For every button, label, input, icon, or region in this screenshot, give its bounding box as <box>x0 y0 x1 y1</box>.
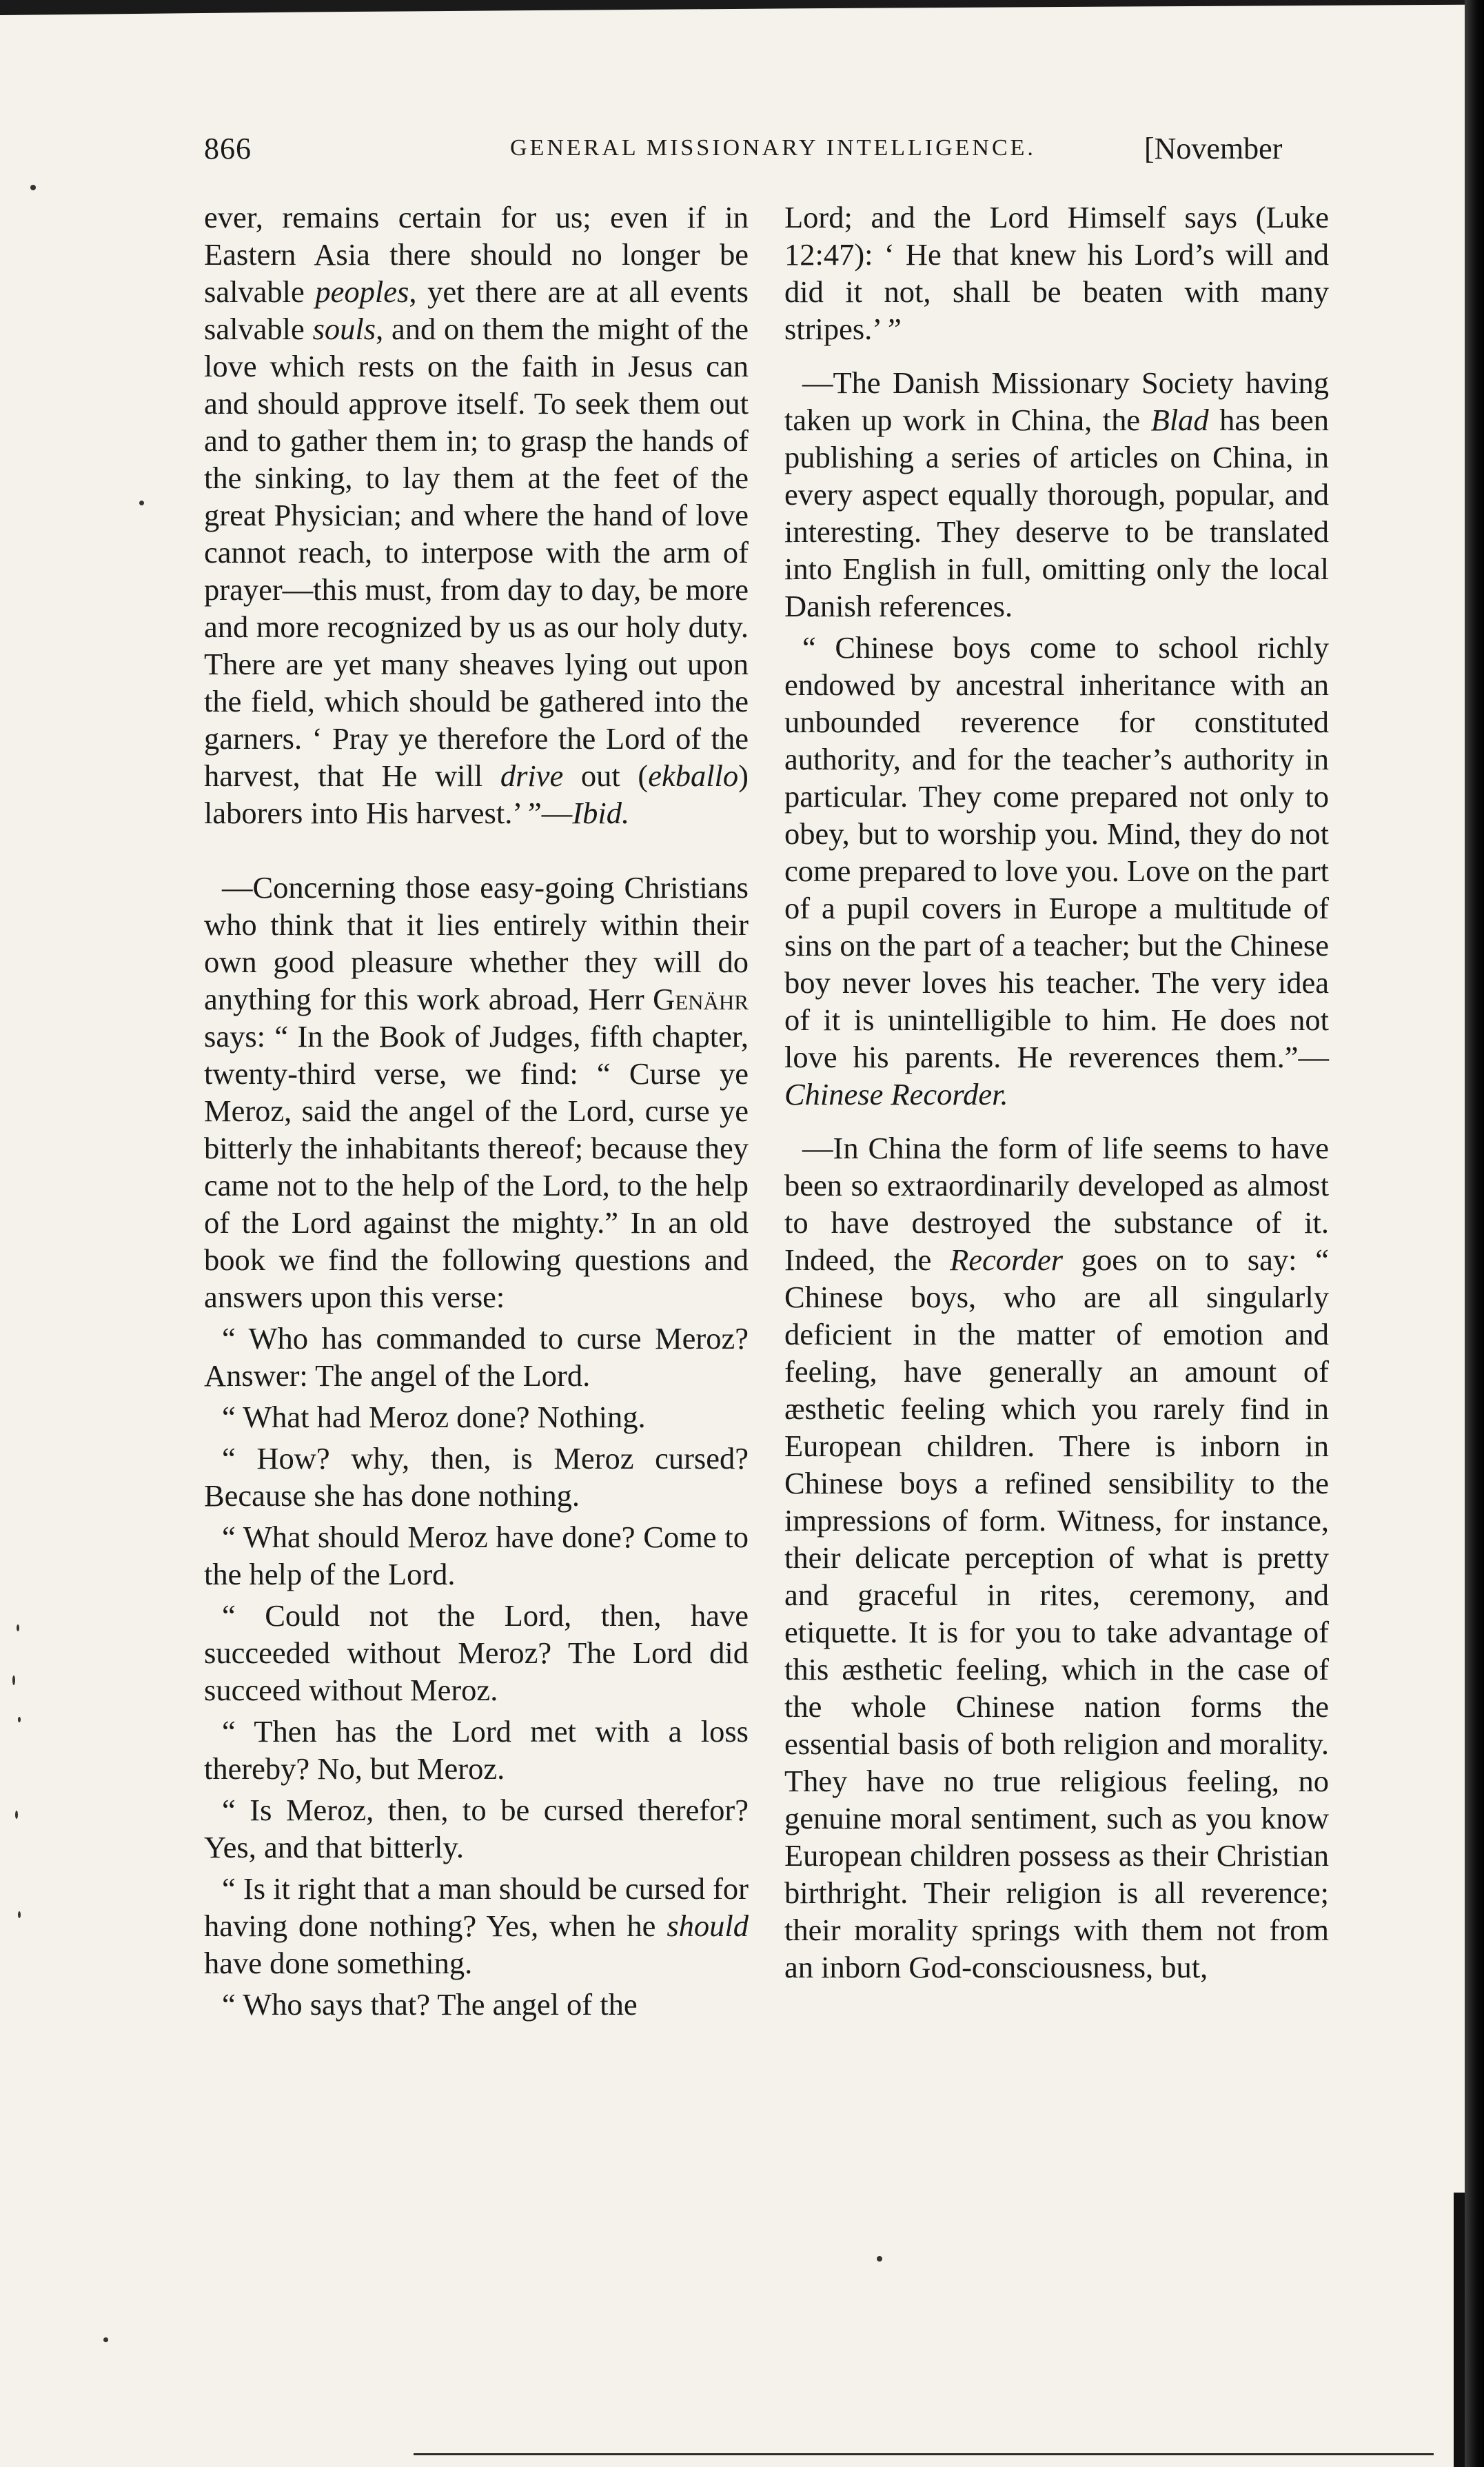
page-number: 866 <box>204 132 252 165</box>
meroz-question: “ How? why, then, is Meroz cursed? Because she has done nothing. <box>204 1441 749 1513</box>
meroz-question: “ Is it right that a man should be cursed for having done nothing? Yes, when he should have done something. <box>204 1871 749 1980</box>
meroz-question: “ Is Meroz, then, to be cursed therefor? Yes, and that bitterly. <box>204 1793 749 1864</box>
paragraph-souls: ever, remains certain for us; even if in Eastern Asia there should no longer be salvable peoples, yet there are at all events salvable souls, and on them the might of the love which rests on the faith in Jesus can and should approve itself. To seek them out and to gather them in; to grasp the hands of the sinking, to lay them at the feet of the great Physician; and where the hand of love cannot reach, to interpose with the arm of prayer—this must, from day to day, be more and more recognized by us as our holy duty. There are yet many sheaves lying out upon the field, which should be gathered into the garners. ‘ Pray ye therefore the Lord of the harvest, that He will drive out (ekballo) laborers into His harvest.’ ”—Ibid. <box>204 200 749 830</box>
paragraph-meroz: —Concerning those easy-going Christians who think that it lies entirely within their own good pleasure whether they will do anything for this work abroad, Herr Genähr says: “ In the Book of Judges, fifth chapter, twenty-third verse, we find: “ Curse ye Meroz, said the angel of the Lord, curse ye bitterly the inhabitants thereof; because they came not to the help of the Lord, to the help of the Lord against the mighty.” In an old book we find the following questions and answers upon this verse: <box>204 870 749 1314</box>
left-column <box>204 199 749 2023</box>
bottom-scan-edge <box>414 2453 1434 2455</box>
scan-speck <box>18 1717 21 1722</box>
paragraph-chinese-boys: “ Chinese boys come to school richly endowed by ancestral inheritance with an unbounded reverence for constituted authority, and for the teacher’s authority in particular. They come prepared not only to obey, but to worship you. Mind, they do not come prepared to love you. Love on the part of a pupil covers in Europe a multitude of sins on the part of a teacher; but the Chinese boy never loves his teacher. The very idea of it is unintelligible to him. He does not love his parents. He reverences them.”—Chinese Recorder. <box>784 630 1329 1111</box>
meroz-question: “ Who has commanded to curse Meroz? Answer: The angel of the Lord. <box>204 1321 749 1393</box>
meroz-question: “ Could not the Lord, then, have succeeded without Meroz? The Lord did succeed without Meroz. <box>204 1598 749 1707</box>
meroz-question: “ Who says that? The angel of the <box>222 1987 638 2022</box>
scan-speck <box>17 1624 19 1631</box>
meroz-question: “ What had Meroz done? Nothing. <box>222 1400 646 1434</box>
scan-speck <box>877 2256 882 2262</box>
scan-speck <box>15 1811 18 1819</box>
paragraph-danish-society: —The Danish Missionary Society having taken up work in China, the Blad has been publishing a series of articles on China, in every aspect equally thorough, popular, and interesting. They deserve to be translated into English in full, omitting only the local Danish references. <box>784 365 1329 623</box>
scan-speck <box>103 2337 108 2342</box>
scan-speck <box>139 501 144 505</box>
top-scan-edge <box>0 0 1482 15</box>
paragraph-form-of-life: —In China the form of life seems to have been so extraordinarily developed as almost to have destroyed the substance of it. Indeed, the Recorder goes on to say: “ Chinese boys, who are all singularly deficient in the matter of emotion and feeling, have generally an amount of æsthetic feeling which you rarely find in European children. There is inborn in Chinese boys a refined sensibility to the impressions of form. Witness, for instance, their delicate perception of what is pretty and graceful in rites, ceremony, and etiquette. It is for you to take advantage of this æsthetic feeling, which in the case of the whole Chinese nation forms the essential basis of both religion and morality. They have no true religious feeling, no genuine moral sentiment, such as you know European children possess as their Christian birthright. Their religion is all reverence; their morality springs with them not from an inborn God-consciousness, but, <box>784 1131 1329 1984</box>
right-column <box>784 199 1329 1986</box>
header-month: [November <box>1144 132 1283 165</box>
right-scan-shadow <box>1454 2193 1465 2467</box>
paragraph-luke: Lord; and the Lord Himself says (Luke 12:47): ‘ He that knew his Lord’s will and did it not, shall be beaten with many stripes.’ ” <box>784 200 1329 346</box>
right-scan-edge <box>1465 0 1484 2467</box>
meroz-question: “ Then has the Lord met with a loss thereby? No, but Meroz. <box>204 1714 749 1786</box>
meroz-question: “ What should Meroz have done? Come to the help of the Lord. <box>204 1520 749 1591</box>
scan-speck <box>12 1675 15 1685</box>
scan-speck <box>18 1911 21 1918</box>
running-head: GENERAL MISSIONARY INTELLIGENCE. <box>510 135 1036 161</box>
page-header <box>0 131 1484 186</box>
